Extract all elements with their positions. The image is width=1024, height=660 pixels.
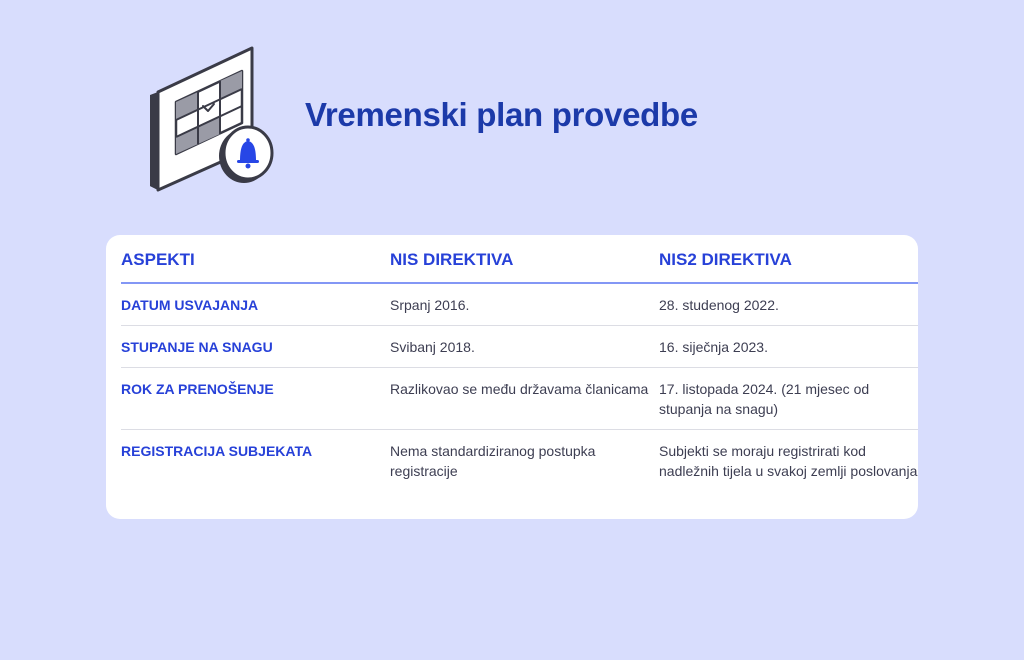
page-title: Vremenski plan provedbe (305, 96, 698, 133)
nis2-cell: Subjekti se moraju registrirati kod nadležnih tijela u svakoj zemlji poslovanja (659, 443, 918, 479)
nis2-cell: 28. studenog 2022. (659, 283, 918, 326)
nis-cell: Svibanj 2018. (390, 326, 659, 368)
table-row (121, 283, 918, 326)
table-header-row (121, 235, 918, 283)
calendar-bell-icon (140, 40, 290, 200)
column-header-nis: NIS DIREKTIVA (390, 235, 659, 283)
nis-cell: Razlikovao se među državama članicama (390, 368, 659, 430)
table-row (121, 326, 918, 368)
nis2-cell: 16. siječnja 2023. (659, 326, 918, 368)
aspect-cell: REGISTRACIJA SUBJEKATA (121, 443, 313, 459)
nis2-cell: 17. listopada 2024. (21 mjesec od stupanja na snagu) (659, 368, 918, 430)
comparison-table-card (106, 235, 918, 519)
aspect-cell: STUPANJE NA SNAGU (121, 326, 390, 368)
column-header-aspects: ASPEKTI (121, 235, 390, 283)
table-row (121, 368, 918, 430)
column-header-nis2: NIS2 DIREKTIVA (659, 235, 918, 283)
table-row (121, 430, 918, 492)
aspect-cell: ROK ZA PRENOŠENJE (121, 368, 390, 430)
aspect-cell: DATUM USVAJANJA (121, 283, 390, 326)
comparison-table (121, 235, 918, 491)
nis-cell: Nema standardiziranog postupka registracije (390, 443, 596, 479)
nis-cell: Srpanj 2016. (390, 283, 659, 326)
